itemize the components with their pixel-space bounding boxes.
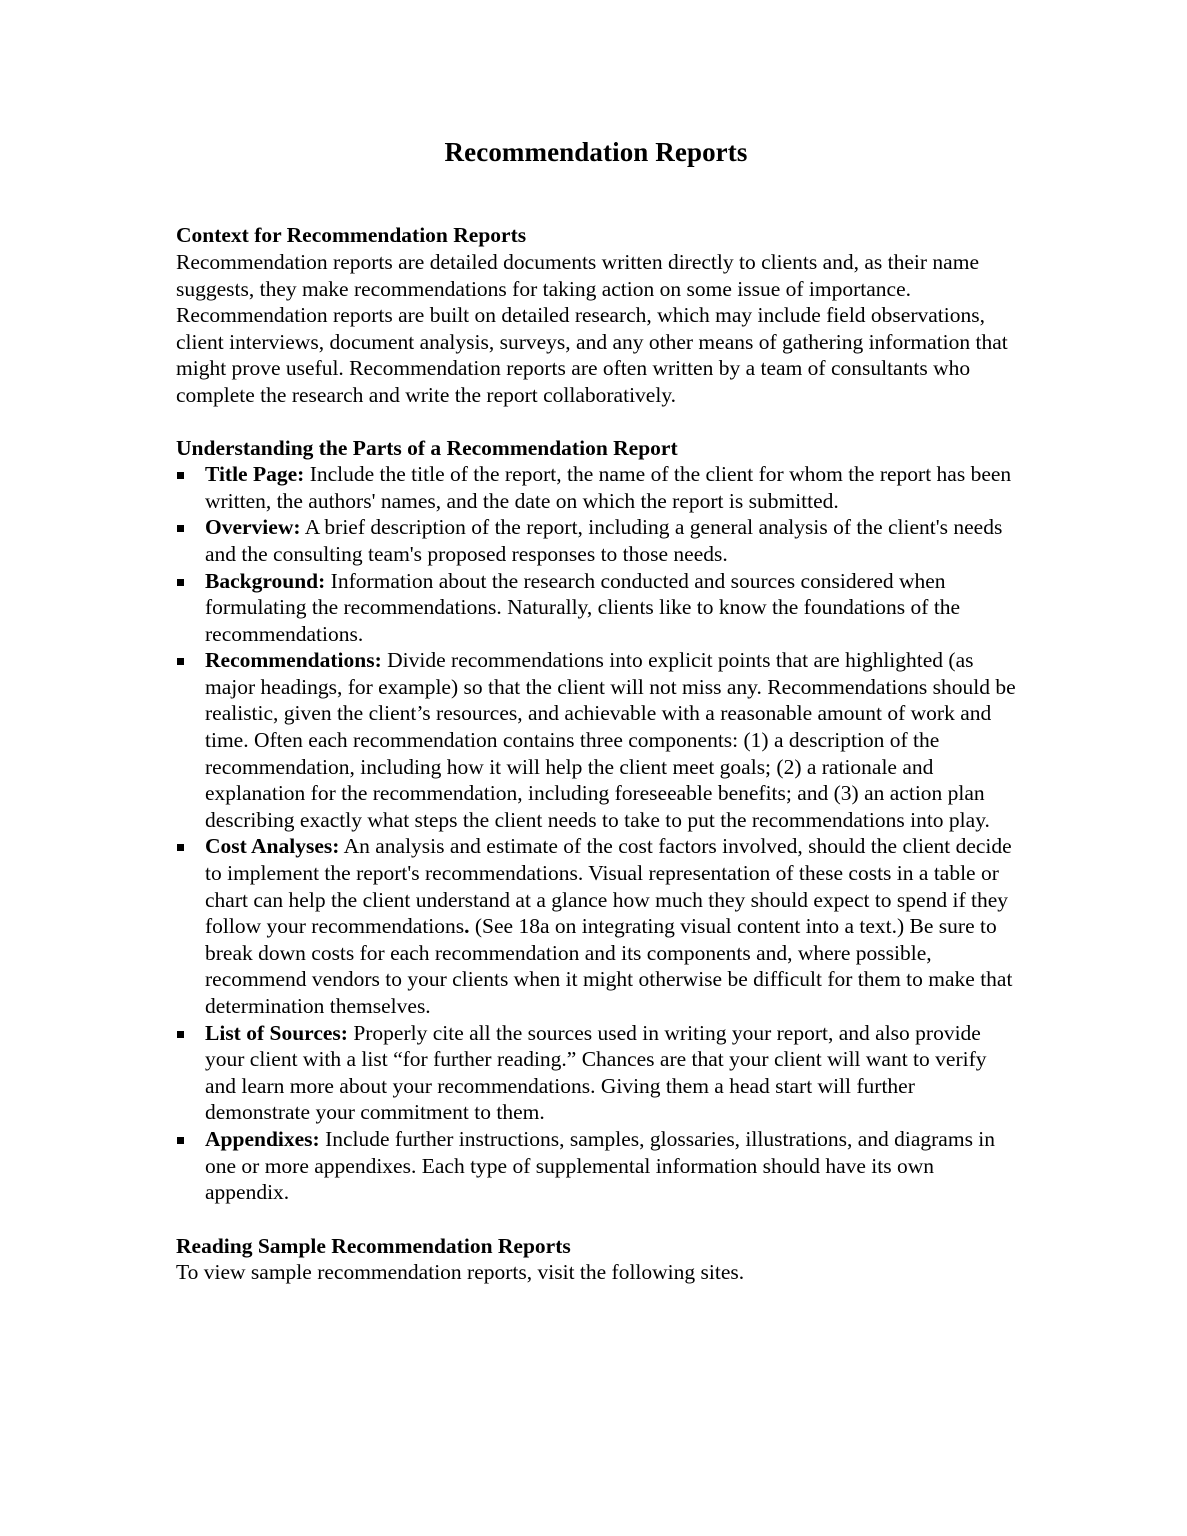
- section-heading-parts: Understanding the Parts of a Recommendation Report: [176, 435, 678, 460]
- list-item-description: Include the title of the report, the name of the client for whom the report has been written, the authors' names, and the date on which the report is submitted.: [205, 462, 1012, 513]
- parts-list: [176, 461, 1016, 1206]
- list-item: [176, 1126, 1016, 1206]
- list-item-term: Recommendations:: [205, 648, 382, 673]
- bullet-square-icon: [177, 1137, 184, 1144]
- bullet-square-icon: [177, 472, 184, 479]
- list-item-description: A brief description of the report, including a general analysis of the client's needs and the consulting team's proposed responses to those needs.: [205, 515, 1003, 566]
- context-paragraph: Recommendation reports are detailed documents written directly to clients and, as their name suggests, they make recommendations for taking action on some issue of importance. Recommendation reports are built on detailed research, which may include field observations, client interviews, document analysis, surveys, and any other means of gathering information that might prove useful. Recommendation reports are often written by a team of consultants who complete the research and write the report collaboratively.: [176, 249, 1008, 407]
- bullet-square-icon: [177, 579, 184, 586]
- list-item-term: Background:: [205, 568, 326, 593]
- list-item-description: Properly cite all the sources used in writing your report, and also provide your client with a list “for further reading.” Chances are that your client will want to verify and learn more about your recommendations. Giving them a head start will further demonstrate your commitment to them.: [205, 1020, 987, 1125]
- list-item-description-part2: (See 18a on integrating visual content into a text.) Be sure to break down costs for each recommendation and its components and, where possible, recommend vendors to your clients when it might otherwise be difficult for them to make that determination themselves.: [205, 914, 1013, 1019]
- section-heading-reading: Reading Sample Recommendation Reports: [176, 1233, 571, 1258]
- list-item-term: List of Sources:: [205, 1020, 348, 1045]
- document-content: [176, 0, 1016, 1286]
- list-item-description: Information about the research conducted and sources considered when formulating the recommendations. Naturally, clients like to know the foundations of the recommendations.: [205, 568, 961, 646]
- list-item: [176, 568, 1016, 648]
- list-item-description: Divide recommendations into explicit points that are highlighted (as major headings, for example) so that the client will not miss any. Recommendations should be realistic, given the client’s resources, and achievable with a reasonable amount of work and time. Often each recommendation contains three components: (1) a description of the recommendation, including how it will help the client meet goals; (2) a rationale and explanation for the recommendation, including foreseeable benefits; and (3) an action plan describing exactly what steps the client needs to take to put the recommendations into play.: [205, 648, 1016, 832]
- list-item-description-part1: An analysis and estimate of the cost factors involved, should the client decide to implement the report's recommendations. Visual representation of these costs in a table or chart can help the client understand at a glance how much they should expect to spend if they follow your recommendations: [205, 834, 1012, 939]
- list-item-term: Appendixes:: [205, 1126, 320, 1151]
- list-item: [176, 514, 1016, 567]
- bullet-square-icon: [177, 525, 184, 532]
- section-heading-context: Context for Recommendation Reports: [176, 223, 527, 248]
- list-item-description: Include further instructions, samples, glossaries, illustrations, and diagrams in one or more appendixes. Each type of supplemental information should have its own appendix.: [205, 1126, 996, 1205]
- list-item-term: Title Page:: [205, 462, 305, 487]
- list-item-bold-period: .: [464, 914, 470, 939]
- list-item: [176, 647, 1016, 833]
- list-item: [176, 1020, 1016, 1126]
- bullet-square-icon: [177, 844, 184, 851]
- bullet-square-icon: [177, 658, 184, 665]
- list-item: [176, 833, 1016, 1019]
- list-item-term: Cost Analyses:: [205, 834, 340, 859]
- list-item: [176, 461, 1016, 514]
- list-item-term: Overview:: [205, 515, 301, 540]
- page-title: Recommendation Reports: [444, 137, 748, 167]
- bullet-square-icon: [177, 1031, 184, 1038]
- reading-paragraph: To view sample recommendation reports, visit the following sites.: [176, 1260, 745, 1285]
